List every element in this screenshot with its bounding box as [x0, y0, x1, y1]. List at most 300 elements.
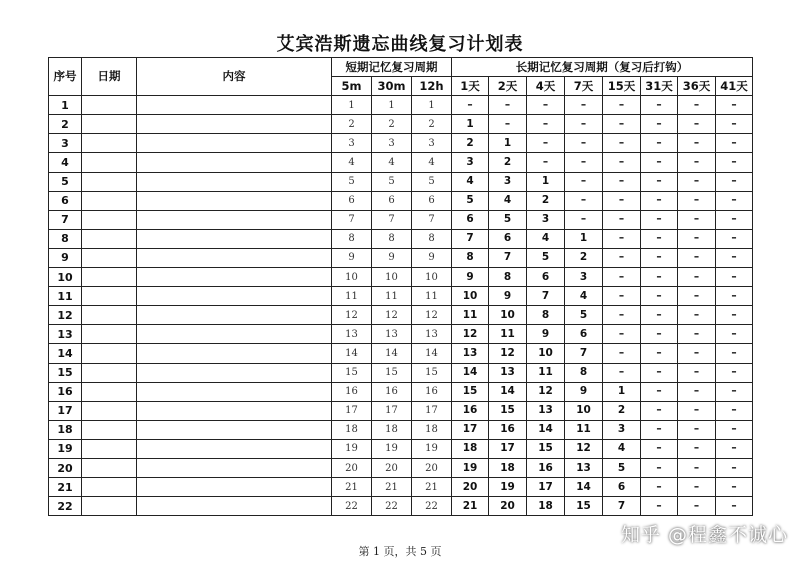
long-term-cell[interactable]: 14	[452, 363, 489, 382]
long-term-cell[interactable]: –	[678, 96, 716, 115]
long-term-cell[interactable]: 6	[452, 210, 489, 229]
table-row	[49, 401, 753, 420]
content-cell[interactable]	[137, 229, 332, 248]
long-term-cell[interactable]: 5	[565, 306, 603, 325]
long-term-cell[interactable]: 11	[565, 420, 603, 439]
long-term-cell[interactable]: –	[603, 96, 641, 115]
long-term-cell[interactable]: 4	[565, 287, 603, 306]
date-cell[interactable]	[82, 420, 137, 439]
date-cell[interactable]	[82, 191, 137, 210]
short-term-cell[interactable]: 10	[372, 268, 412, 287]
short-term-cell[interactable]: 13	[372, 325, 412, 344]
date-cell[interactable]	[82, 325, 137, 344]
content-cell[interactable]	[137, 287, 332, 306]
long-term-cell[interactable]: –	[678, 248, 716, 267]
row-index: 21	[49, 478, 82, 497]
long-term-cell[interactable]: –	[678, 191, 716, 210]
content-cell[interactable]	[137, 497, 332, 516]
long-term-cell[interactable]: –	[603, 229, 641, 248]
long-term-cell[interactable]: –	[716, 420, 753, 439]
table-row	[49, 268, 753, 287]
content-cell[interactable]	[137, 306, 332, 325]
long-term-cell[interactable]: –	[603, 363, 641, 382]
long-term-cell[interactable]: 5	[603, 458, 641, 477]
short-term-cell[interactable]: 14	[412, 344, 452, 363]
long-term-cell[interactable]: –	[716, 248, 753, 267]
long-term-cell[interactable]: –	[716, 401, 753, 420]
short-term-cell[interactable]: 5	[372, 172, 412, 191]
long-term-cell[interactable]: 13	[565, 458, 603, 477]
long-term-cell[interactable]: –	[603, 344, 641, 363]
long-term-cell[interactable]: 12	[452, 325, 489, 344]
long-term-cell[interactable]: –	[641, 363, 678, 382]
short-term-cell[interactable]: 19	[412, 439, 452, 458]
long-term-cell[interactable]: –	[716, 268, 753, 287]
long-term-cell[interactable]: –	[641, 248, 678, 267]
short-term-cell[interactable]: 19	[372, 439, 412, 458]
date-cell[interactable]	[82, 497, 137, 516]
long-term-cell[interactable]: 8	[527, 306, 565, 325]
long-term-cell[interactable]: –	[603, 191, 641, 210]
long-term-cell[interactable]: –	[603, 115, 641, 134]
long-term-cell[interactable]: –	[716, 191, 753, 210]
long-term-cell[interactable]: 4	[603, 439, 641, 458]
content-cell[interactable]	[137, 363, 332, 382]
content-cell[interactable]	[137, 344, 332, 363]
date-cell[interactable]	[82, 115, 137, 134]
date-cell[interactable]	[82, 172, 137, 191]
long-term-cell[interactable]: –	[678, 401, 716, 420]
long-term-cell[interactable]: –	[527, 134, 565, 153]
short-term-cell[interactable]: 19	[332, 439, 372, 458]
long-term-cell[interactable]: –	[678, 420, 716, 439]
short-term-cell[interactable]: 12	[332, 306, 372, 325]
content-cell[interactable]	[137, 96, 332, 115]
long-term-cell[interactable]: –	[641, 191, 678, 210]
long-term-cell[interactable]: –	[678, 210, 716, 229]
long-term-cell[interactable]: –	[641, 210, 678, 229]
short-term-cell[interactable]: 13	[412, 325, 452, 344]
long-term-cell[interactable]: 7	[565, 344, 603, 363]
long-term-cell[interactable]: –	[678, 458, 716, 477]
long-term-cell[interactable]: 7	[527, 287, 565, 306]
short-term-cell[interactable]: 21	[332, 478, 372, 497]
long-term-cell[interactable]: –	[527, 153, 565, 172]
date-cell[interactable]	[82, 134, 137, 153]
table-row	[49, 458, 753, 477]
long-term-cell[interactable]: 9	[452, 268, 489, 287]
long-term-cell[interactable]: –	[565, 96, 603, 115]
long-term-cell[interactable]: 5	[452, 191, 489, 210]
date-cell[interactable]	[82, 210, 137, 229]
long-term-cell[interactable]: –	[716, 229, 753, 248]
long-term-cell[interactable]: 20	[452, 478, 489, 497]
long-term-cell[interactable]: –	[603, 210, 641, 229]
short-term-cell[interactable]: 11	[412, 287, 452, 306]
short-term-cell[interactable]: 9	[372, 248, 412, 267]
long-term-cell[interactable]: –	[678, 363, 716, 382]
long-term-cell[interactable]: 17	[489, 439, 527, 458]
long-term-cell[interactable]: –	[678, 306, 716, 325]
short-term-cell[interactable]: 4	[332, 153, 372, 172]
long-term-cell[interactable]: 15	[527, 439, 565, 458]
date-cell[interactable]	[82, 363, 137, 382]
short-term-cell[interactable]: 7	[332, 210, 372, 229]
content-cell[interactable]	[137, 115, 332, 134]
page-title: 艾宾浩斯遗忘曲线复习计划表	[276, 34, 524, 55]
long-term-cell[interactable]: 13	[527, 401, 565, 420]
long-term-cell[interactable]: –	[565, 153, 603, 172]
date-cell[interactable]	[82, 478, 137, 497]
date-cell[interactable]	[82, 382, 137, 401]
long-term-cell[interactable]: –	[489, 96, 527, 115]
long-term-cell[interactable]: 2	[565, 248, 603, 267]
long-term-cell[interactable]: 18	[527, 497, 565, 516]
long-term-cell[interactable]: 14	[565, 478, 603, 497]
long-term-cell[interactable]: –	[678, 497, 716, 516]
content-cell[interactable]	[137, 401, 332, 420]
short-term-cell[interactable]: 11	[372, 287, 412, 306]
long-term-cell[interactable]: 1	[603, 382, 641, 401]
long-term-cell[interactable]: –	[678, 344, 716, 363]
short-term-cell[interactable]: 18	[332, 420, 372, 439]
long-term-cell[interactable]: –	[716, 478, 753, 497]
date-cell[interactable]	[82, 96, 137, 115]
long-term-cell[interactable]: 11	[527, 363, 565, 382]
long-term-cell[interactable]: –	[641, 306, 678, 325]
long-term-cell[interactable]: –	[641, 401, 678, 420]
short-term-cell[interactable]: 21	[372, 478, 412, 497]
short-term-cell[interactable]: 7	[412, 210, 452, 229]
content-cell[interactable]	[137, 153, 332, 172]
short-term-cell[interactable]: 8	[332, 229, 372, 248]
date-cell[interactable]	[82, 229, 137, 248]
long-term-cell[interactable]: 3	[452, 153, 489, 172]
long-term-cell[interactable]: 5	[527, 248, 565, 267]
short-term-cell[interactable]: 22	[412, 497, 452, 516]
date-cell[interactable]	[82, 268, 137, 287]
content-cell[interactable]	[137, 134, 332, 153]
long-term-cell[interactable]: 11	[489, 325, 527, 344]
long-term-cell[interactable]: –	[716, 382, 753, 401]
long-term-cell[interactable]: 11	[452, 306, 489, 325]
long-term-cell[interactable]: 1	[452, 115, 489, 134]
long-term-cell[interactable]: –	[678, 287, 716, 306]
long-term-cell[interactable]: –	[641, 420, 678, 439]
long-term-cell[interactable]: 9	[489, 287, 527, 306]
long-term-cell[interactable]: –	[603, 172, 641, 191]
table-row	[49, 229, 753, 248]
long-term-cell[interactable]: 1	[565, 229, 603, 248]
short-term-cell[interactable]: 4	[372, 153, 412, 172]
short-term-cell[interactable]: 22	[332, 497, 372, 516]
long-term-cell[interactable]: 3	[527, 210, 565, 229]
content-cell[interactable]	[137, 325, 332, 344]
long-term-cell[interactable]: 10	[565, 401, 603, 420]
date-cell[interactable]	[82, 439, 137, 458]
long-term-cell[interactable]: 3	[565, 268, 603, 287]
content-cell[interactable]	[137, 191, 332, 210]
long-term-cell[interactable]: 2	[452, 134, 489, 153]
short-term-cell[interactable]: 11	[332, 287, 372, 306]
long-term-cell[interactable]: 2	[489, 153, 527, 172]
short-term-cell[interactable]: 9	[332, 248, 372, 267]
long-term-cell[interactable]: 1	[489, 134, 527, 153]
long-term-cell[interactable]: 21	[452, 497, 489, 516]
long-term-cell[interactable]: –	[641, 344, 678, 363]
short-term-cell[interactable]: 6	[332, 191, 372, 210]
long-term-cell[interactable]: 15	[452, 382, 489, 401]
short-term-cell[interactable]: 13	[332, 325, 372, 344]
long-term-cell[interactable]: –	[641, 153, 678, 172]
long-term-cell[interactable]: –	[678, 153, 716, 172]
long-term-cell[interactable]: 6	[603, 478, 641, 497]
header-long-col: 31天	[641, 77, 678, 96]
long-term-cell[interactable]: –	[641, 96, 678, 115]
long-term-cell[interactable]: 10	[527, 344, 565, 363]
date-cell[interactable]	[82, 458, 137, 477]
short-term-cell[interactable]: 4	[412, 153, 452, 172]
long-term-cell[interactable]: –	[489, 115, 527, 134]
long-term-cell[interactable]: 16	[452, 401, 489, 420]
short-term-cell[interactable]: 16	[372, 382, 412, 401]
long-term-cell[interactable]: –	[716, 344, 753, 363]
long-term-cell[interactable]: –	[452, 96, 489, 115]
long-term-cell[interactable]: 1	[527, 172, 565, 191]
long-term-cell[interactable]: 14	[489, 382, 527, 401]
short-term-cell[interactable]: 5	[412, 172, 452, 191]
long-term-cell[interactable]: 8	[452, 248, 489, 267]
short-term-cell[interactable]: 20	[332, 458, 372, 477]
long-term-cell[interactable]: 12	[489, 344, 527, 363]
long-term-cell[interactable]: –	[641, 382, 678, 401]
long-term-cell[interactable]: 17	[452, 420, 489, 439]
long-term-cell[interactable]: 15	[565, 497, 603, 516]
long-term-cell[interactable]: –	[641, 229, 678, 248]
long-term-cell[interactable]: –	[641, 287, 678, 306]
long-term-cell[interactable]: –	[603, 325, 641, 344]
short-term-cell[interactable]: 15	[332, 363, 372, 382]
long-term-cell[interactable]: 9	[565, 382, 603, 401]
short-term-cell[interactable]: 1	[372, 96, 412, 115]
long-term-cell[interactable]: –	[641, 268, 678, 287]
long-term-cell[interactable]: –	[716, 96, 753, 115]
long-term-cell[interactable]: 4	[452, 172, 489, 191]
short-term-cell[interactable]: 22	[372, 497, 412, 516]
long-term-cell[interactable]: –	[678, 115, 716, 134]
long-term-cell[interactable]: 6	[489, 229, 527, 248]
long-term-cell[interactable]: –	[603, 306, 641, 325]
long-term-cell[interactable]: 4	[489, 191, 527, 210]
short-term-cell[interactable]: 15	[412, 363, 452, 382]
short-term-cell[interactable]: 14	[332, 344, 372, 363]
long-term-cell[interactable]: –	[716, 153, 753, 172]
long-term-cell[interactable]: 16	[489, 420, 527, 439]
long-term-cell[interactable]: –	[603, 153, 641, 172]
long-term-cell[interactable]: –	[641, 458, 678, 477]
long-term-cell[interactable]: –	[603, 268, 641, 287]
long-term-cell[interactable]: 19	[489, 478, 527, 497]
short-term-cell[interactable]: 1	[412, 96, 452, 115]
date-cell[interactable]	[82, 344, 137, 363]
short-term-cell[interactable]: 12	[372, 306, 412, 325]
long-term-cell[interactable]: –	[716, 287, 753, 306]
short-term-cell[interactable]: 3	[372, 134, 412, 153]
short-term-cell[interactable]: 20	[372, 458, 412, 477]
long-term-cell[interactable]: –	[527, 96, 565, 115]
long-term-cell[interactable]: –	[716, 210, 753, 229]
long-term-cell[interactable]: –	[641, 172, 678, 191]
short-term-cell[interactable]: 12	[412, 306, 452, 325]
long-term-cell[interactable]: –	[678, 172, 716, 191]
long-term-cell[interactable]: –	[716, 115, 753, 134]
long-term-cell[interactable]: –	[716, 363, 753, 382]
long-term-cell[interactable]: 14	[527, 420, 565, 439]
long-term-cell[interactable]: –	[603, 287, 641, 306]
long-term-cell[interactable]: –	[641, 478, 678, 497]
long-term-cell[interactable]: 7	[452, 229, 489, 248]
long-term-cell[interactable]: –	[565, 115, 603, 134]
date-cell[interactable]	[82, 306, 137, 325]
short-term-cell[interactable]: 18	[372, 420, 412, 439]
long-term-cell[interactable]: –	[678, 268, 716, 287]
long-term-cell[interactable]: –	[527, 115, 565, 134]
content-cell[interactable]	[137, 210, 332, 229]
long-term-cell[interactable]: –	[678, 229, 716, 248]
long-term-cell[interactable]: –	[603, 248, 641, 267]
long-term-cell[interactable]: –	[565, 191, 603, 210]
long-term-cell[interactable]: 13	[489, 363, 527, 382]
long-term-cell[interactable]: 7	[603, 497, 641, 516]
short-term-cell[interactable]: 2	[332, 115, 372, 134]
content-cell[interactable]	[137, 382, 332, 401]
short-term-cell[interactable]: 6	[412, 191, 452, 210]
short-term-cell[interactable]: 10	[332, 268, 372, 287]
long-term-cell[interactable]: –	[641, 134, 678, 153]
long-term-cell[interactable]: –	[565, 210, 603, 229]
long-term-cell[interactable]: –	[565, 172, 603, 191]
header-long-term-group: 长期记忆复习周期（复习后打钩）	[452, 58, 753, 77]
long-term-cell[interactable]: 12	[527, 382, 565, 401]
long-term-cell[interactable]: 10	[452, 287, 489, 306]
long-term-cell[interactable]: –	[678, 134, 716, 153]
header-long-col: 41天	[716, 77, 753, 96]
short-term-cell[interactable]: 3	[332, 134, 372, 153]
long-term-cell[interactable]: 15	[489, 401, 527, 420]
long-term-cell[interactable]: –	[716, 458, 753, 477]
date-cell[interactable]	[82, 248, 137, 267]
content-cell[interactable]	[137, 458, 332, 477]
short-term-cell[interactable]: 1	[332, 96, 372, 115]
short-term-cell[interactable]: 9	[412, 248, 452, 267]
long-term-cell[interactable]: –	[565, 134, 603, 153]
short-term-cell[interactable]: 20	[412, 458, 452, 477]
short-term-cell[interactable]: 8	[412, 229, 452, 248]
content-cell[interactable]	[137, 172, 332, 191]
row-index: 7	[49, 210, 82, 229]
date-cell[interactable]	[82, 287, 137, 306]
long-term-cell[interactable]: 10	[489, 306, 527, 325]
content-cell[interactable]	[137, 478, 332, 497]
table-header	[49, 58, 753, 96]
short-term-cell[interactable]: 2	[412, 115, 452, 134]
short-term-cell[interactable]: 17	[372, 401, 412, 420]
long-term-cell[interactable]: 3	[603, 420, 641, 439]
long-term-cell[interactable]: –	[678, 439, 716, 458]
long-term-cell[interactable]: –	[716, 172, 753, 191]
long-term-cell[interactable]: 2	[527, 191, 565, 210]
long-term-cell[interactable]: –	[678, 325, 716, 344]
content-cell[interactable]	[137, 248, 332, 267]
date-cell[interactable]	[82, 153, 137, 172]
short-term-cell[interactable]: 6	[372, 191, 412, 210]
long-term-cell[interactable]: 13	[452, 344, 489, 363]
long-term-cell[interactable]: –	[716, 325, 753, 344]
long-term-cell[interactable]: 2	[603, 401, 641, 420]
long-term-cell[interactable]: –	[678, 478, 716, 497]
long-term-cell[interactable]: 7	[489, 248, 527, 267]
long-term-cell[interactable]: 18	[489, 458, 527, 477]
short-term-cell[interactable]: 15	[372, 363, 412, 382]
long-term-cell[interactable]: 6	[527, 268, 565, 287]
long-term-cell[interactable]: 17	[527, 478, 565, 497]
long-term-cell[interactable]: –	[716, 497, 753, 516]
short-term-cell[interactable]: 5	[332, 172, 372, 191]
long-term-cell[interactable]: 3	[489, 172, 527, 191]
date-cell[interactable]	[82, 401, 137, 420]
long-term-cell[interactable]: –	[603, 134, 641, 153]
long-term-cell[interactable]: –	[641, 439, 678, 458]
long-term-cell[interactable]: –	[641, 115, 678, 134]
long-term-cell[interactable]: 16	[527, 458, 565, 477]
short-term-cell[interactable]: 8	[372, 229, 412, 248]
long-term-cell[interactable]: 4	[527, 229, 565, 248]
short-term-cell[interactable]: 3	[412, 134, 452, 153]
short-term-cell[interactable]: 17	[332, 401, 372, 420]
long-term-cell[interactable]: –	[641, 497, 678, 516]
long-term-cell[interactable]: 8	[565, 363, 603, 382]
content-cell[interactable]	[137, 268, 332, 287]
header-long-col: 1天	[452, 77, 489, 96]
long-term-cell[interactable]: –	[678, 382, 716, 401]
long-term-cell[interactable]: 20	[489, 497, 527, 516]
long-term-cell[interactable]: 12	[565, 439, 603, 458]
content-cell[interactable]	[137, 420, 332, 439]
short-term-cell[interactable]: 17	[412, 401, 452, 420]
long-term-cell[interactable]: –	[716, 134, 753, 153]
short-term-cell[interactable]: 2	[372, 115, 412, 134]
long-term-cell[interactable]: –	[641, 325, 678, 344]
long-term-cell[interactable]: 9	[527, 325, 565, 344]
short-term-cell[interactable]: 18	[412, 420, 452, 439]
row-index: 16	[49, 382, 82, 401]
short-term-cell[interactable]: 10	[412, 268, 452, 287]
short-term-cell[interactable]: 16	[332, 382, 372, 401]
content-cell[interactable]	[137, 439, 332, 458]
long-term-cell[interactable]: 18	[452, 439, 489, 458]
long-term-cell[interactable]: –	[716, 306, 753, 325]
short-term-cell[interactable]: 21	[412, 478, 452, 497]
long-term-cell[interactable]: 5	[489, 210, 527, 229]
short-term-cell[interactable]: 14	[372, 344, 412, 363]
short-term-cell[interactable]: 16	[412, 382, 452, 401]
long-term-cell[interactable]: –	[716, 439, 753, 458]
short-term-cell[interactable]: 7	[372, 210, 412, 229]
long-term-cell[interactable]: 19	[452, 458, 489, 477]
long-term-cell[interactable]: 8	[489, 268, 527, 287]
long-term-cell[interactable]: 6	[565, 325, 603, 344]
row-index: 3	[49, 134, 82, 153]
